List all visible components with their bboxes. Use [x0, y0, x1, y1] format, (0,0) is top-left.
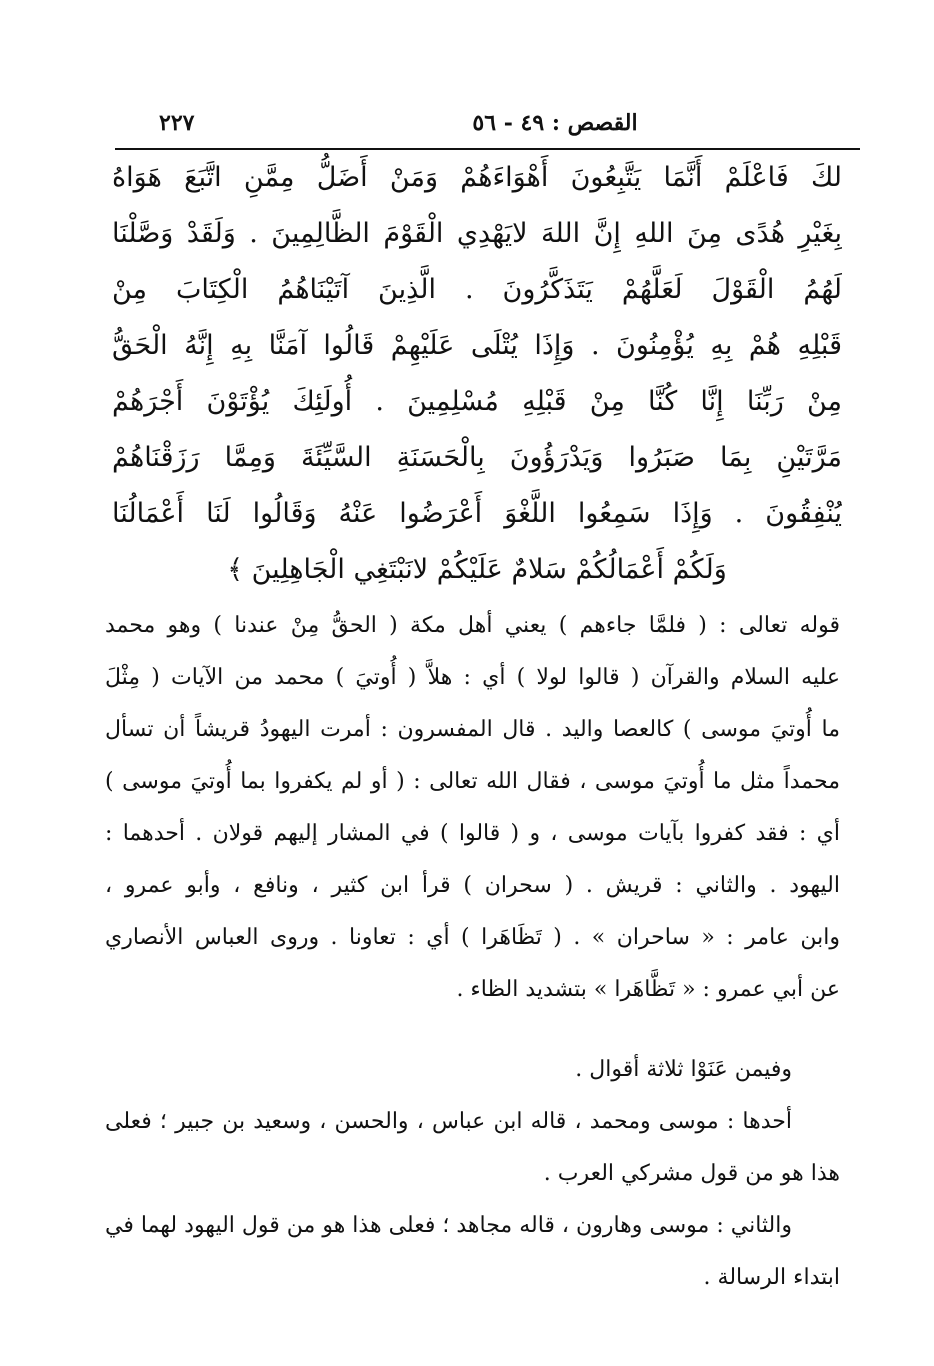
- commentary-line: أحدها : موسى ومحمد ، قاله ابن عباس ، والحسن ، وسعيد بن جبير ؛ فعلى: [105, 1109, 792, 1134]
- commentary-line: عن أبي عمرو : « تَظَّاهَرا » بتشديد الظاء .: [456, 977, 840, 1002]
- page-header: [115, 110, 860, 144]
- commentary-line: والثاني : موسى وهارون ، قاله مجاهد ؛ فعلى هذا هو من قول اليهود لهما في: [105, 1213, 792, 1238]
- commentary-line: وفيمن عَنَوْا ثلاثة أقوال .: [575, 1057, 792, 1082]
- commentary-paragraph: [105, 1044, 840, 1096]
- verse-line: لكَ فَاعْلَمْ أَنَّمَا يَتَّبِعُونَ أَهْوَاءَهُمْ وَمَنْ أَضَلُّ مِمَّنِ اتَّبَعَ هَوَاهُ: [112, 162, 842, 193]
- commentary-paragraph: [105, 600, 840, 1016]
- verse-line: مَرَّتَيْنِ بِمَا صَبَرُوا وَيَدْرَؤُونَ بِالْحَسَنَةِ السَّيِّئَةَ وَمِمَّا رَزَقْنَاهُمْ: [112, 442, 842, 473]
- commentary-line: ما أُوتيَ موسى ) كالعصا واليد . قال المفسرون : أمرت اليهودُ قريشاً أن تسأل: [105, 717, 840, 742]
- verse-line: يُنْفِقُونَ . وَإِذَا سَمِعُوا اللَّغْوَ أَعْرَضُوا عَنْهُ وَقَالُوا لَنَا أَعْمَالُنَا: [112, 498, 842, 529]
- commentary-line: عليه السلام والقرآن ( قالوا لولا ) أي : هلاَّ ( أُوتيَ ) محمد من الآيات ( مِثْلَ: [105, 665, 840, 690]
- quran-verse-block: [112, 150, 842, 598]
- commentary-paragraph: [105, 1096, 840, 1200]
- verse-line: وَلَكُمْ أَعْمَالُكُمْ سَلامٌ عَلَيْكُمْ لانَبْتَغِي الْجَاهِلِينَ ﴾: [227, 554, 727, 585]
- verse-line: لَهُمُ الْقَوْلَ لَعَلَّهُمْ يَتَذَكَّرُونَ . الَّذِينَ آتَيْنَاهُمُ الْكِتَابَ مِنْ: [112, 274, 842, 305]
- verse-line: قَبْلِهِ هُمْ بِهِ يُؤْمِنُونَ . وَإِذَا يُتْلَى عَلَيْهِمْ قَالُوا آمَنَّا بِهِ إِنَّهُ الْحَقُّ: [112, 330, 842, 361]
- page-number: ٢٢٧: [159, 110, 195, 136]
- commentary-line: أي : فقد كفروا بآيات موسى ، و ( قالوا ) في المشار إليهم قولان . أحدهما :: [105, 821, 840, 846]
- verse-line: بِغَيْرِ هُدًى مِنَ اللهِ إِنَّ اللهَ لايَهْدِي الْقَوْمَ الظَّالِمِينَ . وَلَقَدْ وَصَّلْنَا: [112, 218, 842, 249]
- commentary-paragraph: [105, 1200, 840, 1304]
- running-head: القصص : ٤٩ - ٥٦: [472, 110, 638, 136]
- commentary-line: محمداً مثل ما أُوتيَ موسى ، فقال الله تعالى : ( أو لم يكفروا بما أُوتيَ موسى ): [105, 769, 840, 794]
- commentary-line: اليهود . والثاني : قريش . ( سحران ) قرأ ابن كثير ، ونافع ، وأبو عمرو ،: [105, 873, 840, 898]
- commentary-line: وابن عامر : « ساحران » . ( تَظَاهَرا ) أي : تعاونا . وروى العباس الأنصاري: [105, 925, 840, 950]
- commentary-line: هذا هو من قول مشركي العرب .: [543, 1161, 840, 1186]
- verse-line: مِنْ رَبِّنَا إِنَّا كُنَّا مِنْ قَبْلِهِ مُسْلِمِينَ . أُولَئِكَ يُؤْتَوْنَ أَجْرَهُمْ: [112, 386, 842, 417]
- commentary-line: قوله تعالى : ( فلمَّا جاءهم ) يعني أهل مكة ( الحقُّ مِنْ عندنا ) وهو محمد: [105, 613, 840, 638]
- commentary-line: ابتداء الرسالة .: [703, 1265, 840, 1290]
